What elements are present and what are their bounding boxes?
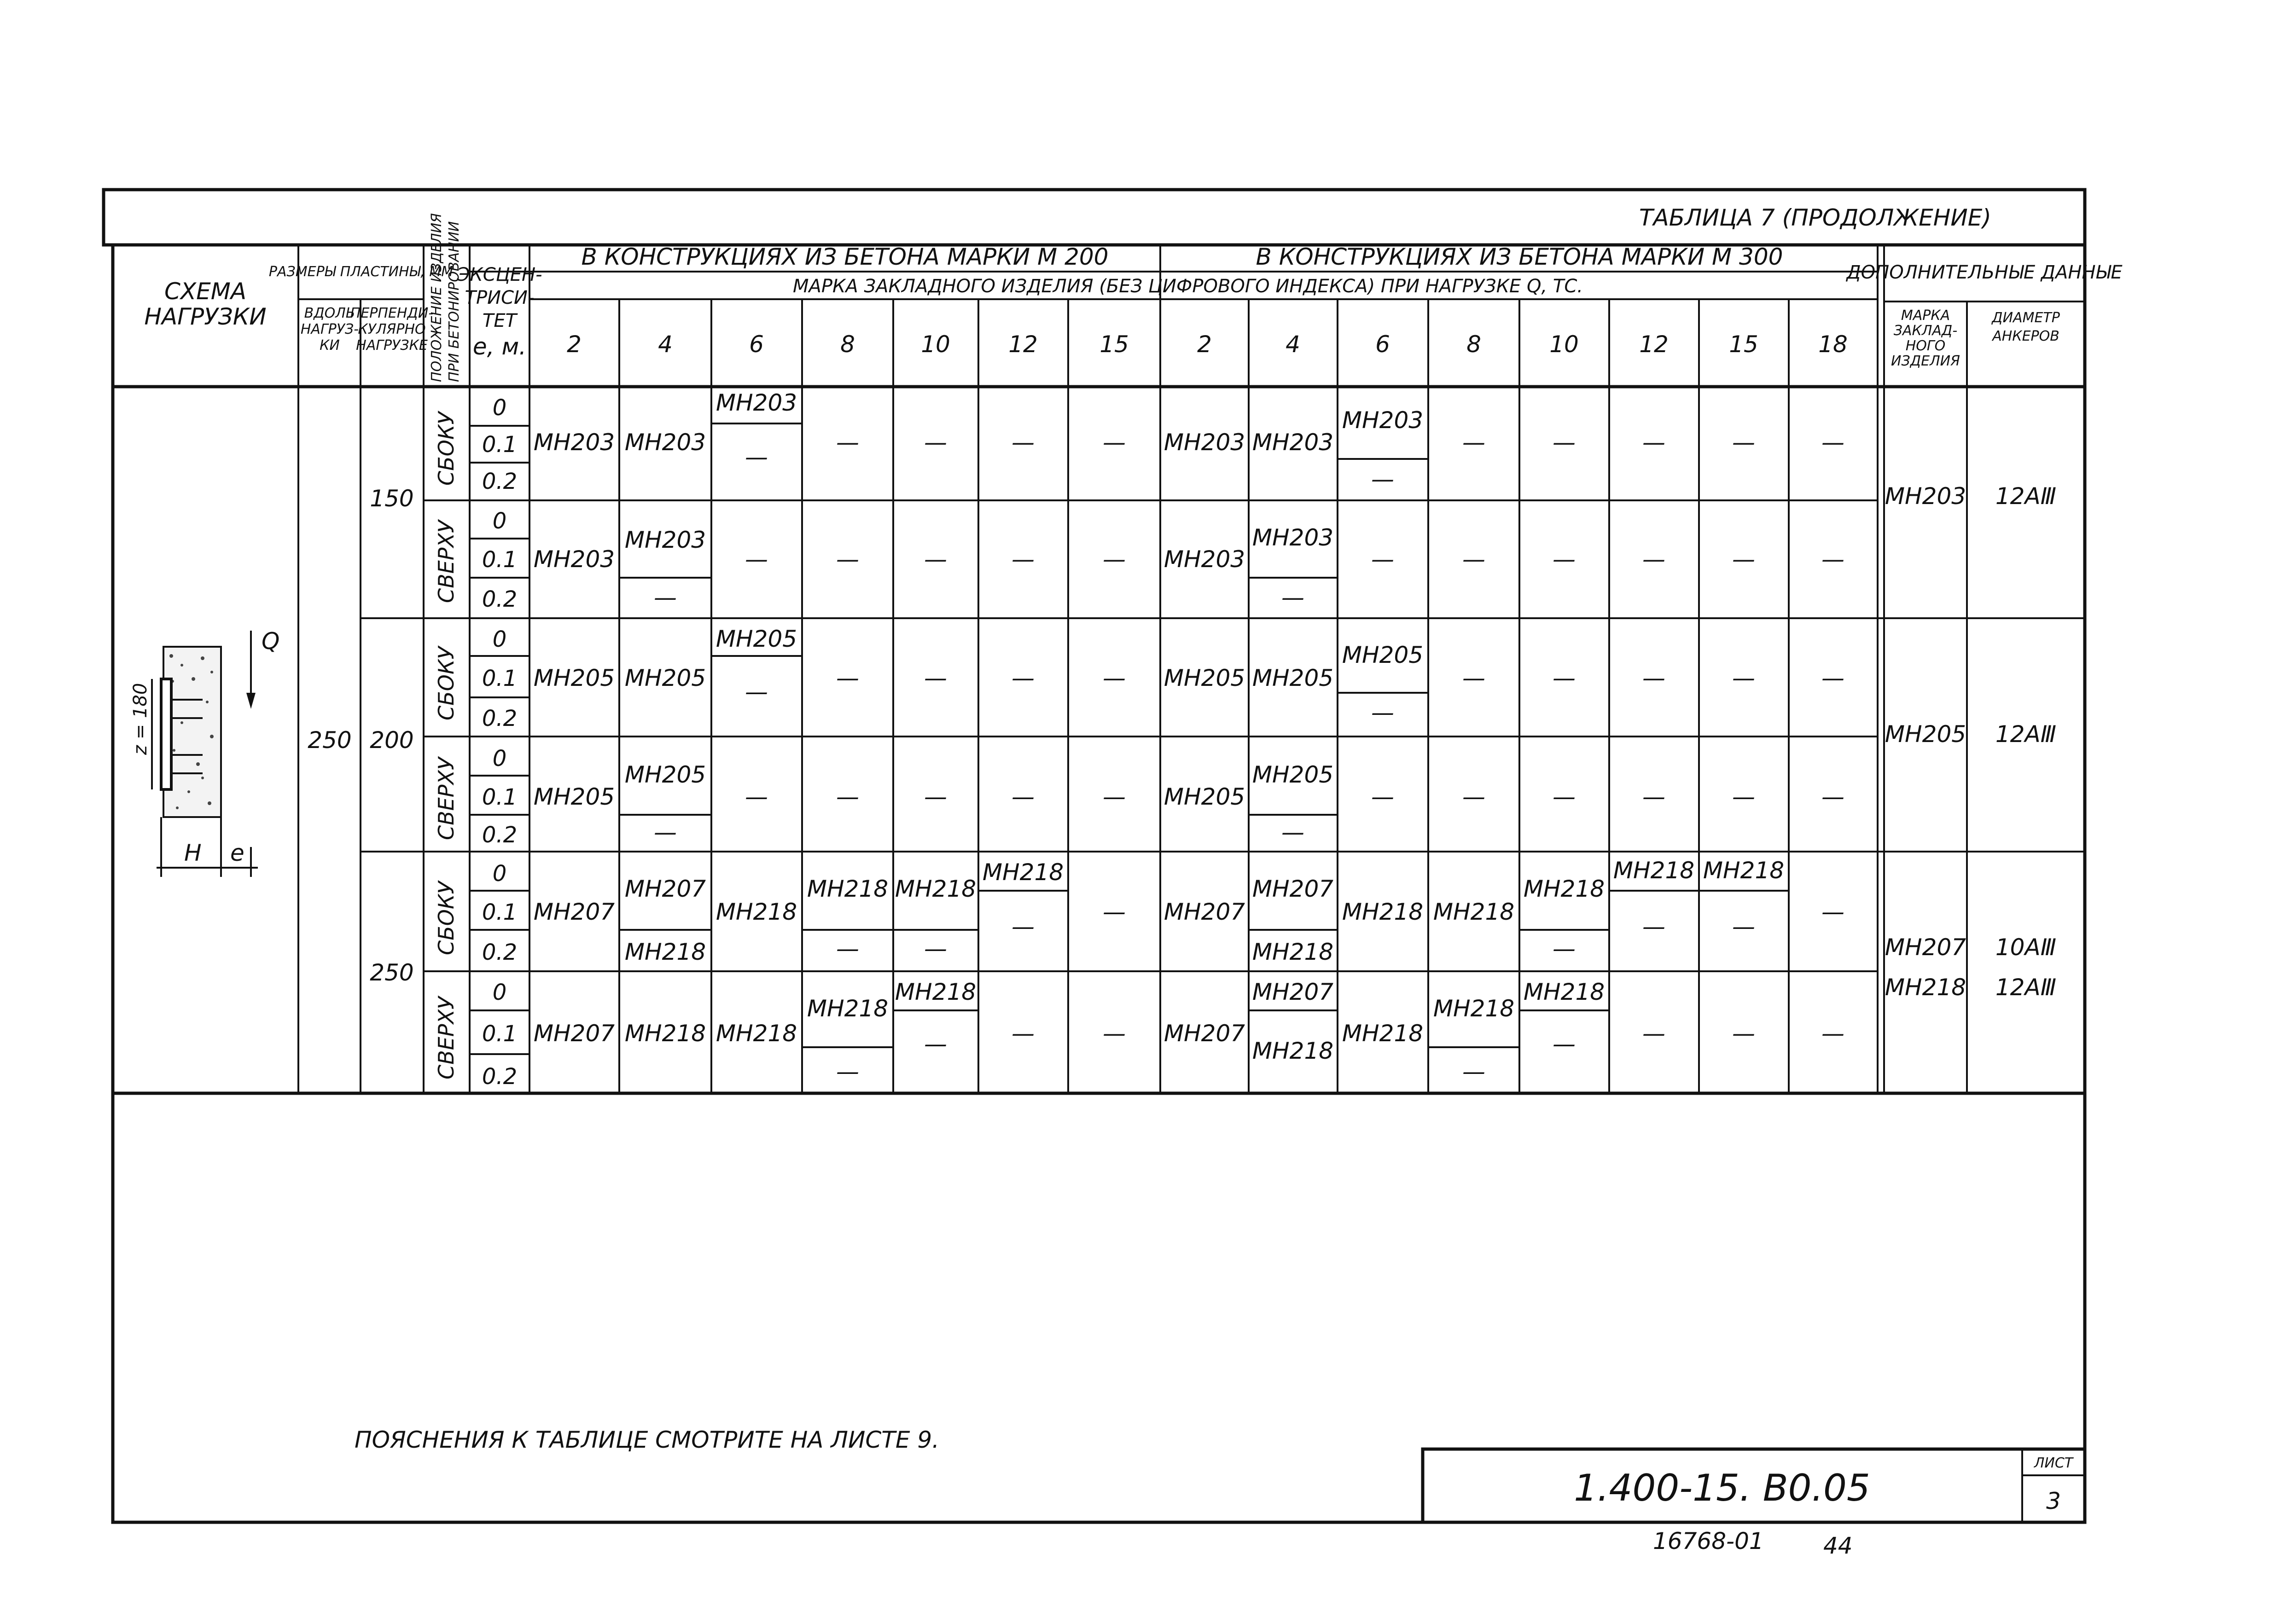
cell: — bbox=[1012, 783, 1035, 810]
perp-200: 200 bbox=[370, 727, 414, 754]
cell: — bbox=[924, 1031, 947, 1057]
cell: МН218 bbox=[1252, 939, 1334, 965]
ecc: 0.2 bbox=[482, 822, 518, 848]
z-label: z = 180 bbox=[130, 683, 151, 755]
cell: МН205 bbox=[1163, 665, 1245, 691]
cell: МН203 bbox=[1163, 429, 1245, 456]
cell: — bbox=[1281, 584, 1304, 611]
scheme-header-line1: СХЕМА bbox=[164, 278, 247, 305]
perp-150: 150 bbox=[370, 485, 414, 512]
cell: МН203 bbox=[533, 429, 615, 456]
ecc: 0 bbox=[492, 746, 507, 771]
cell: — bbox=[1103, 546, 1126, 573]
cell: — bbox=[1371, 783, 1394, 810]
cell: — bbox=[1642, 1020, 1665, 1047]
cell: — bbox=[1732, 546, 1755, 573]
ecc: 0.2 bbox=[482, 1064, 518, 1090]
cell: — bbox=[1821, 665, 1844, 691]
ecc: 0.1 bbox=[482, 1021, 518, 1047]
cell: — bbox=[836, 783, 859, 810]
cell: — bbox=[1821, 783, 1844, 810]
page-number: 44 bbox=[1823, 1532, 1853, 1559]
ecc: 0.2 bbox=[482, 940, 518, 965]
cell: МН207 bbox=[533, 899, 615, 925]
cell: — bbox=[1462, 783, 1485, 810]
cell: МН218 bbox=[1433, 899, 1515, 925]
perp-load-header-l2: КУЛЯРНО bbox=[358, 321, 426, 337]
cell: — bbox=[1553, 935, 1576, 962]
cell: — bbox=[1821, 899, 1844, 925]
cell: МН207 bbox=[1163, 1020, 1245, 1047]
cell: МН218 bbox=[807, 995, 889, 1022]
cell: — bbox=[924, 783, 947, 810]
cell: МН207 bbox=[1252, 979, 1334, 1005]
cell: МН203 bbox=[624, 527, 706, 553]
extra-mark-l2: ЗАКЛАД- bbox=[1893, 323, 1958, 339]
cell: — bbox=[836, 429, 859, 456]
cell: МН205 bbox=[533, 665, 615, 691]
cell: — bbox=[924, 665, 947, 691]
cell: — bbox=[1103, 665, 1126, 691]
cell: — bbox=[1732, 913, 1755, 940]
cell: — bbox=[1103, 783, 1126, 810]
cell: МН205 bbox=[1252, 761, 1334, 788]
cell: МН203 bbox=[1342, 407, 1424, 434]
m200-header: В КОНСТРУКЦИЯХ ИЗ БЕТОНА МАРКИ М 200 bbox=[581, 244, 1109, 270]
scheme-header-line2: НАГРУЗКИ bbox=[144, 303, 267, 330]
perp-250: 250 bbox=[370, 959, 414, 986]
cell: МН218 bbox=[624, 939, 706, 965]
perp-load-header-l3: НАГРУЗКЕ bbox=[356, 337, 428, 354]
along-250: 250 bbox=[308, 727, 352, 754]
load-m300-12: 12 bbox=[1639, 331, 1669, 358]
note-text: ПОЯСНЕНИЯ К ТАБЛИЦЕ СМОТРИТЕ НА ЛИСТЕ 9. bbox=[355, 1427, 940, 1453]
cell: МН207 bbox=[1163, 899, 1245, 925]
cell: — bbox=[1553, 1031, 1576, 1057]
cell: — bbox=[1821, 1020, 1844, 1047]
pos-side-2: СБОКУ bbox=[434, 646, 459, 720]
anchor-200: 12АⅢ bbox=[1995, 721, 2057, 748]
pos-top-1: СВЕРХУ bbox=[434, 520, 459, 603]
extra-mark-250a: МН207 bbox=[1885, 934, 1966, 961]
cell: — bbox=[1462, 429, 1485, 456]
anchor-250b: 12АⅢ bbox=[1995, 974, 2057, 1001]
load-m300-10: 10 bbox=[1549, 331, 1579, 358]
cell: — bbox=[1012, 1020, 1035, 1047]
e-label: e bbox=[230, 840, 244, 866]
h-label: H bbox=[184, 840, 202, 866]
cell: — bbox=[1642, 546, 1665, 573]
cell: — bbox=[654, 584, 677, 611]
cell: — bbox=[1553, 783, 1576, 810]
anchor-header-l2: АНКЕРОВ bbox=[1992, 328, 2059, 344]
cell: МН203 bbox=[1163, 546, 1245, 573]
cell: — bbox=[1553, 429, 1576, 456]
anchor-250a: 10АⅢ bbox=[1995, 934, 2057, 961]
load-scheme-diagram bbox=[130, 628, 279, 877]
ecc: 0 bbox=[492, 861, 507, 887]
cell: — bbox=[1821, 429, 1844, 456]
cell: — bbox=[745, 679, 768, 705]
extra-mark-200: МН205 bbox=[1885, 721, 1966, 748]
cell: — bbox=[836, 1058, 859, 1085]
cell: — bbox=[1462, 546, 1485, 573]
table-title: ТАБЛИЦА 7 (ПРОДОЛЖЕНИЕ) bbox=[1639, 204, 1991, 231]
cell: МН218 bbox=[1703, 857, 1785, 884]
cell: — bbox=[924, 935, 947, 962]
cell: — bbox=[1281, 819, 1304, 846]
cell: — bbox=[745, 444, 768, 470]
load-m200-15: 15 bbox=[1099, 331, 1129, 358]
cell: — bbox=[1103, 899, 1126, 925]
load-m300-8: 8 bbox=[1466, 331, 1481, 358]
doc-number: 1.400-15. В0.05 bbox=[1574, 1467, 1870, 1509]
cell: МН218 bbox=[895, 979, 977, 1005]
cell: — bbox=[1371, 699, 1394, 726]
cell: МН218 bbox=[895, 876, 977, 902]
cell: МН218 bbox=[624, 1020, 706, 1047]
cell: — bbox=[654, 819, 677, 846]
load-m200-10: 10 bbox=[921, 331, 950, 358]
load-m200-8: 8 bbox=[840, 331, 855, 358]
extra-mark-l4: ИЗДЕЛИЯ bbox=[1891, 353, 1960, 369]
cell: — bbox=[745, 546, 768, 573]
extra-mark-150: МН203 bbox=[1885, 483, 1966, 510]
load-m300-2: 2 bbox=[1197, 331, 1212, 358]
pos-top-2: СВЕРХУ bbox=[434, 757, 459, 840]
embedded-plate bbox=[161, 679, 171, 789]
pos-side-3: СБОКУ bbox=[434, 881, 459, 955]
along-load-header-l3: КИ bbox=[320, 337, 340, 354]
along-load-header-l1: ВДОЛЬ bbox=[304, 305, 355, 321]
ecc: 0 bbox=[492, 508, 507, 534]
inventory-number: 16768-01 bbox=[1653, 1528, 1764, 1554]
pos-side-1: СБОКУ bbox=[434, 412, 459, 486]
perp-load-header-l1: ПЕРПЕНДИ- bbox=[350, 305, 434, 321]
cell: — bbox=[1462, 665, 1485, 691]
cell: — bbox=[1732, 429, 1755, 456]
cell: — bbox=[1642, 913, 1665, 940]
cell: — bbox=[1642, 429, 1665, 456]
cell: — bbox=[1103, 1020, 1126, 1047]
cell: МН207 bbox=[624, 876, 706, 902]
table-header bbox=[144, 213, 2123, 382]
position-header-l1: ПОЛОЖЕНИЕ ИЗДЕЛИЯ bbox=[429, 213, 445, 382]
cell: — bbox=[1371, 546, 1394, 573]
ecc: 0 bbox=[492, 395, 507, 421]
cell: МН218 bbox=[1523, 876, 1605, 902]
cell: — bbox=[1732, 665, 1755, 691]
cell: — bbox=[1642, 665, 1665, 691]
ecc: 0.2 bbox=[482, 469, 518, 494]
ecc: 0.1 bbox=[482, 899, 518, 925]
load-m200-4: 4 bbox=[658, 331, 673, 358]
cell: МН218 bbox=[982, 859, 1064, 886]
extra-mark-250b: МН218 bbox=[1885, 974, 1966, 1001]
load-m300-18: 18 bbox=[1818, 331, 1848, 358]
load-m200-2: 2 bbox=[567, 331, 582, 358]
cell: МН218 bbox=[807, 876, 889, 902]
anchor-header-l1: ДИАМЕТР bbox=[1992, 310, 2060, 326]
cell: МН207 bbox=[533, 1020, 615, 1047]
cell: — bbox=[836, 665, 859, 691]
plate-sizes-header: РАЗМЕРЫ ПЛАСТИНЫ, ММ bbox=[268, 264, 454, 280]
ecc: 0.2 bbox=[482, 586, 518, 612]
sheet-number: 3 bbox=[2046, 1488, 2061, 1514]
load-m300-6: 6 bbox=[1375, 331, 1390, 358]
cell: — bbox=[1012, 429, 1035, 456]
ecc-header-l2: ТРИСИ- bbox=[465, 287, 535, 308]
ecc: 0 bbox=[492, 980, 507, 1005]
cell: МН218 bbox=[1342, 899, 1424, 925]
ecc: 0.1 bbox=[482, 666, 518, 691]
ecc-header-l4: e, м. bbox=[472, 333, 527, 360]
cell: МН205 bbox=[1163, 783, 1245, 810]
cell: МН205 bbox=[533, 783, 615, 810]
cell: — bbox=[1732, 1020, 1755, 1047]
left-columns bbox=[308, 395, 517, 1090]
along-load-header-l2: НАГРУЗ- bbox=[300, 321, 359, 337]
position-header-l2: ПРИ БЕТОНИРОВАНИИ bbox=[446, 221, 462, 382]
cell: МН207 bbox=[1252, 876, 1334, 902]
cell: МН203 bbox=[1252, 429, 1334, 456]
cell: МН205 bbox=[1252, 665, 1334, 691]
cell: МН218 bbox=[1342, 1020, 1424, 1047]
cell: МН218 bbox=[1433, 995, 1515, 1022]
cell: МН218 bbox=[1523, 979, 1605, 1005]
load-arrow-head bbox=[246, 693, 256, 709]
cell: — bbox=[836, 935, 859, 962]
cell: МН205 bbox=[624, 761, 706, 788]
title-block bbox=[1423, 1449, 2085, 1522]
cell: МН203 bbox=[624, 429, 706, 456]
load-m300-4: 4 bbox=[1286, 331, 1300, 358]
ecc: 0.2 bbox=[482, 706, 518, 731]
cell: МН205 bbox=[624, 665, 706, 691]
cell: — bbox=[1821, 546, 1844, 573]
cell: — bbox=[1553, 665, 1576, 691]
cell: МН205 bbox=[1342, 642, 1424, 668]
cell: — bbox=[1012, 665, 1035, 691]
cell: — bbox=[924, 429, 947, 456]
cell: — bbox=[745, 783, 768, 810]
pos-top-3: СВЕРХУ bbox=[434, 996, 459, 1079]
cell: — bbox=[1642, 783, 1665, 810]
ecc: 0.1 bbox=[482, 547, 518, 573]
ecc: 0.1 bbox=[482, 784, 518, 810]
cell: — bbox=[1012, 546, 1035, 573]
extra-mark-l1: МАРКА bbox=[1901, 307, 1950, 324]
cell: — bbox=[1103, 429, 1126, 456]
extra-mark-l3: НОГО bbox=[1905, 338, 1946, 354]
anchor-150: 12АⅢ bbox=[1995, 483, 2057, 510]
cell: МН203 bbox=[716, 389, 797, 416]
cell: — bbox=[1371, 466, 1394, 493]
mark-subheader: МАРКА ЗАКЛАДНОГО ИЗДЕЛИЯ (БЕЗ ЦИФРОВОГО ИНДЕКСА) ПРИ НАГРУЗКЕ Q, ТС. bbox=[793, 276, 1583, 297]
cell: МН218 bbox=[1613, 857, 1695, 884]
load-m300-15: 15 bbox=[1729, 331, 1758, 358]
cell: — bbox=[836, 546, 859, 573]
cell: — bbox=[1462, 1058, 1485, 1085]
ecc-header-l1: ЭКСЦЕН- bbox=[457, 264, 542, 285]
cell: МН218 bbox=[716, 899, 797, 925]
cell: МН218 bbox=[1252, 1038, 1334, 1064]
cell: МН203 bbox=[1252, 524, 1334, 551]
ecc: 0.1 bbox=[482, 432, 518, 458]
sheet-label: ЛИСТ bbox=[2034, 1455, 2073, 1471]
cell: МН218 bbox=[716, 1020, 797, 1047]
m300-header: В КОНСТРУКЦИЯХ ИЗ БЕТОНА МАРКИ М 300 bbox=[1256, 244, 1783, 270]
cell: МН203 bbox=[533, 546, 615, 573]
cell: МН205 bbox=[716, 626, 797, 652]
load-m200-12: 12 bbox=[1008, 331, 1038, 358]
cell: — bbox=[1012, 913, 1035, 940]
load-m200-6: 6 bbox=[749, 331, 764, 358]
cell: — bbox=[1732, 783, 1755, 810]
load-label: Q bbox=[262, 628, 280, 655]
ecc: 0 bbox=[492, 626, 507, 652]
cell: — bbox=[1553, 546, 1576, 573]
ecc-header-l3: ТЕТ bbox=[482, 310, 517, 331]
cell: — bbox=[924, 546, 947, 573]
extra-header: ДОПОЛНИТЕЛЬНЫЕ ДАННЫЕ bbox=[1846, 262, 2123, 283]
